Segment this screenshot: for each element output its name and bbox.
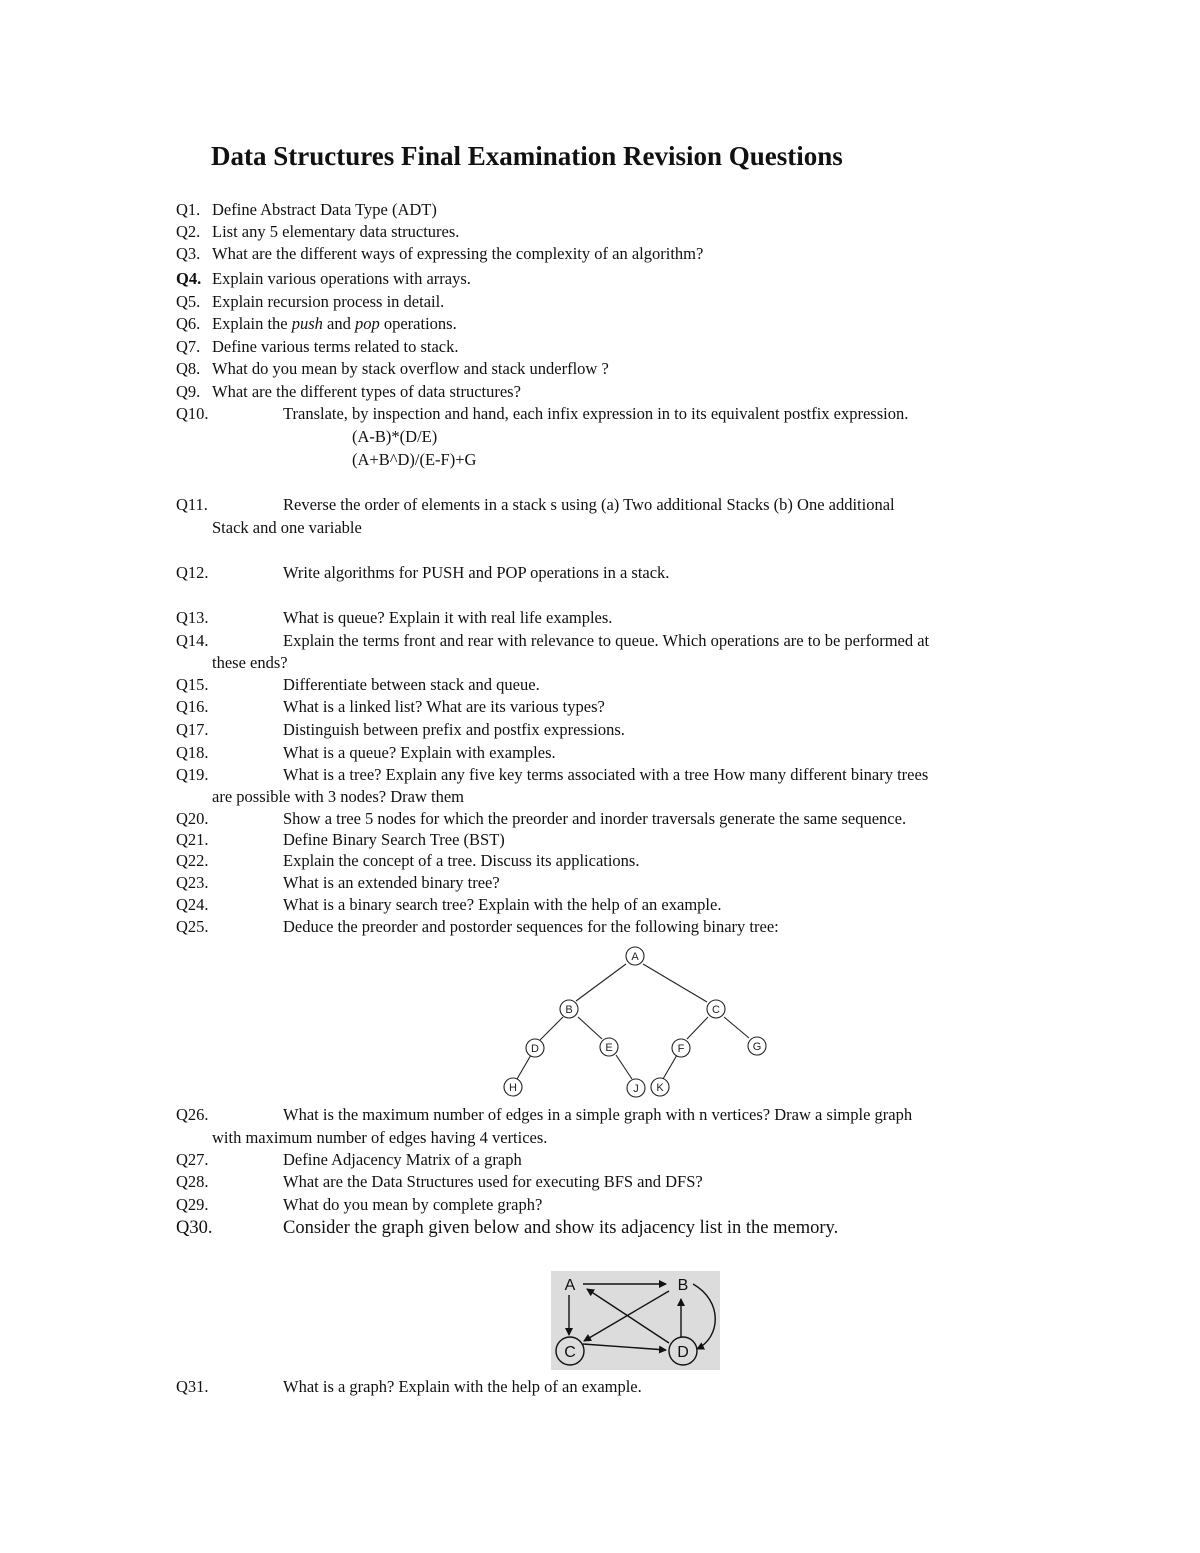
question-number: Q30. [176,1218,213,1238]
tree-label-j: J [633,1083,639,1095]
question-number: Q7. [176,337,201,356]
document-title: Data Structures Final Examination Revision Questions [211,141,843,171]
tree-label-a: A [631,951,639,963]
question-text: Distinguish between prefix and postfix expressions. [283,720,625,739]
question-text: What is a tree? Explain any five key terms associated with a tree How many different binary trees [283,765,929,784]
graph-node-c: C [564,1344,576,1361]
question-25 [176,916,779,938]
question-20 [176,808,906,830]
binary-tree-figure [495,942,785,1102]
question-number: Q12. [176,563,209,582]
question-text: Write algorithms for PUSH and POP operations in a stack. [283,563,670,582]
question-number: Q18. [176,743,209,762]
question-text: Translate, by inspection and hand, each infix expression in to its equivalent postfix expression. [283,404,909,423]
question-number: Q28. [176,1172,209,1191]
question-number: Q6. [176,314,201,333]
question-text: Show a tree 5 nodes for which the preorder and inorder traversals generate the same sequence. [283,809,907,828]
question-13 [176,607,612,629]
graph-node-b: B [677,1277,689,1294]
question-text: What do you mean by stack overflow and stack underflow ? [212,359,609,378]
question-14-continued: these ends? [212,653,288,672]
question-number: Q27. [176,1150,209,1169]
push-term: push [291,314,323,333]
tree-edge-c-g [724,1017,749,1038]
question-text: What is a linked list? What are its various types? [283,697,605,716]
question-text: What are the Data Structures used for executing BFS and DFS? [283,1172,703,1191]
question-text: Define Abstract Data Type (ADT) [212,200,437,219]
question-number: Q19. [176,765,209,784]
question-text: Define Binary Search Tree (BST) [283,830,505,849]
question-30 [176,1217,838,1239]
tree-edge-b-d [540,1017,563,1040]
graph-node-d: D [677,1344,689,1361]
question-number: Q2. [176,222,201,241]
question-number: Q24. [176,895,209,914]
tree-edge-f-k [663,1055,677,1079]
question-number: Q16. [176,697,209,716]
question-text: Explain various operations with arrays. [212,269,471,288]
tree-edge-a-b [576,964,626,1001]
question-text: What is the maximum number of edges in a simple graph with n vertices? Draw a simple graph [283,1105,913,1124]
question-text: Define various terms related to stack. [212,337,459,356]
question-number: Q26. [176,1105,209,1124]
tree-label-c: C [712,1004,720,1016]
tree-label-d: D [531,1043,539,1055]
question-text: Define Adjacency Matrix of a graph [283,1150,522,1169]
question-1 [176,199,437,221]
tree-edge-e-j [616,1055,632,1079]
question-number: Q3. [176,244,201,263]
question-number: Q14. [176,631,209,650]
question-11-continued: Stack and one variable [212,518,362,537]
question-19-continued: are possible with 3 nodes? Draw them [212,787,465,806]
question-5 [176,291,444,313]
question-text: Consider the graph given below and show its adjacency list in the memory. [283,1218,839,1238]
question-27 [176,1149,522,1171]
question-text: What is a queue? Explain with examples. [283,743,556,762]
question-text: Deduce the preorder and postorder sequences for the following binary tree: [283,917,779,936]
question-26-continued: with maximum number of edges having 4 vertices. [212,1128,548,1147]
question-number: Q20. [176,809,209,828]
question-text: List any 5 elementary data structures. [212,222,460,241]
question-number: Q11. [176,495,208,514]
question-number: Q8. [176,359,201,378]
question-18 [176,742,556,764]
tree-label-f: F [677,1043,685,1055]
question-15 [176,674,540,696]
tree-label-h: H [509,1082,517,1094]
question-number: Q1. [176,200,201,219]
question-4 [176,268,471,290]
question-9 [176,381,521,403]
question-text: What is an extended binary tree? [283,873,500,892]
question-14 [176,630,929,652]
question-23 [176,872,500,894]
question-31 [176,1376,642,1398]
pop-term: pop [354,314,380,333]
question-number: Q17. [176,720,209,739]
tree-edge-b-e [578,1017,602,1039]
question-text: What are the different ways of expressing the complexity of an algorithm? [212,244,704,263]
question-number: Q22. [176,851,209,870]
question-number: Q5. [176,292,201,311]
question-28 [176,1171,703,1193]
question-number: Q15. [176,675,209,694]
question-21 [176,829,505,851]
question-text: Explain the terms front and rear with relevance to queue. Which operations are to be performed at [283,631,930,650]
directed-graph-figure [551,1271,720,1370]
question-19 [176,764,928,786]
question-number: Q23. [176,873,209,892]
question-12 [176,562,669,584]
question-3 [176,243,703,265]
tree-edge-a-c [643,964,707,1002]
question-text: What do you mean by complete graph? [283,1195,543,1214]
question-8 [176,358,609,380]
question-number: Q9. [176,382,201,401]
tree-edge-c-f [687,1017,708,1039]
graph-node-a: A [564,1277,576,1294]
tree-edge-d-h [517,1055,531,1079]
question-7 [176,336,459,358]
question-6 [176,313,457,335]
question-number: Q25. [176,917,209,936]
tree-label-k: K [656,1082,664,1094]
question-text: What is a binary search tree? Explain with the help of an example. [283,895,722,914]
tree-label-b: B [565,1004,573,1016]
question-16 [176,696,605,718]
question-number: Q29. [176,1195,209,1214]
question-2 [176,221,459,243]
question-text: What is a graph? Explain with the help of an example. [283,1377,642,1396]
question-24 [176,894,721,916]
question-text-post: operations. [379,314,457,333]
question-text: Differentiate between stack and queue. [283,675,540,694]
question-number: Q31. [176,1377,209,1396]
question-text: What are the different types of data structures? [212,382,521,401]
question-11 [176,494,895,516]
question-text: Explain the concept of a tree. Discuss its applications. [283,851,640,870]
question-29 [176,1194,542,1216]
question-text-pre: Explain the [212,314,292,333]
question-text-mid: and [322,314,355,333]
question-text: Reverse the order of elements in a stack s using (a) Two additional Stacks (b) One additional [283,495,895,514]
tree-label-e: E [605,1042,613,1054]
question-text: Explain recursion process in detail. [212,292,445,311]
infix-expression-1: (A-B)*(D/E) [352,427,438,446]
question-number: Q21. [176,830,209,849]
question-number: Q10. [176,404,209,423]
question-26 [176,1104,912,1126]
question-text: What is queue? Explain it with real life examples. [283,608,613,627]
question-22 [176,850,639,872]
question-number: Q13. [176,608,209,627]
question-number: Q4. [176,269,202,288]
question-17 [176,719,625,741]
tree-label-g: G [752,1041,762,1053]
question-10 [176,403,908,425]
infix-expression-2: (A+B^D)/(E-F)+G [352,450,477,469]
